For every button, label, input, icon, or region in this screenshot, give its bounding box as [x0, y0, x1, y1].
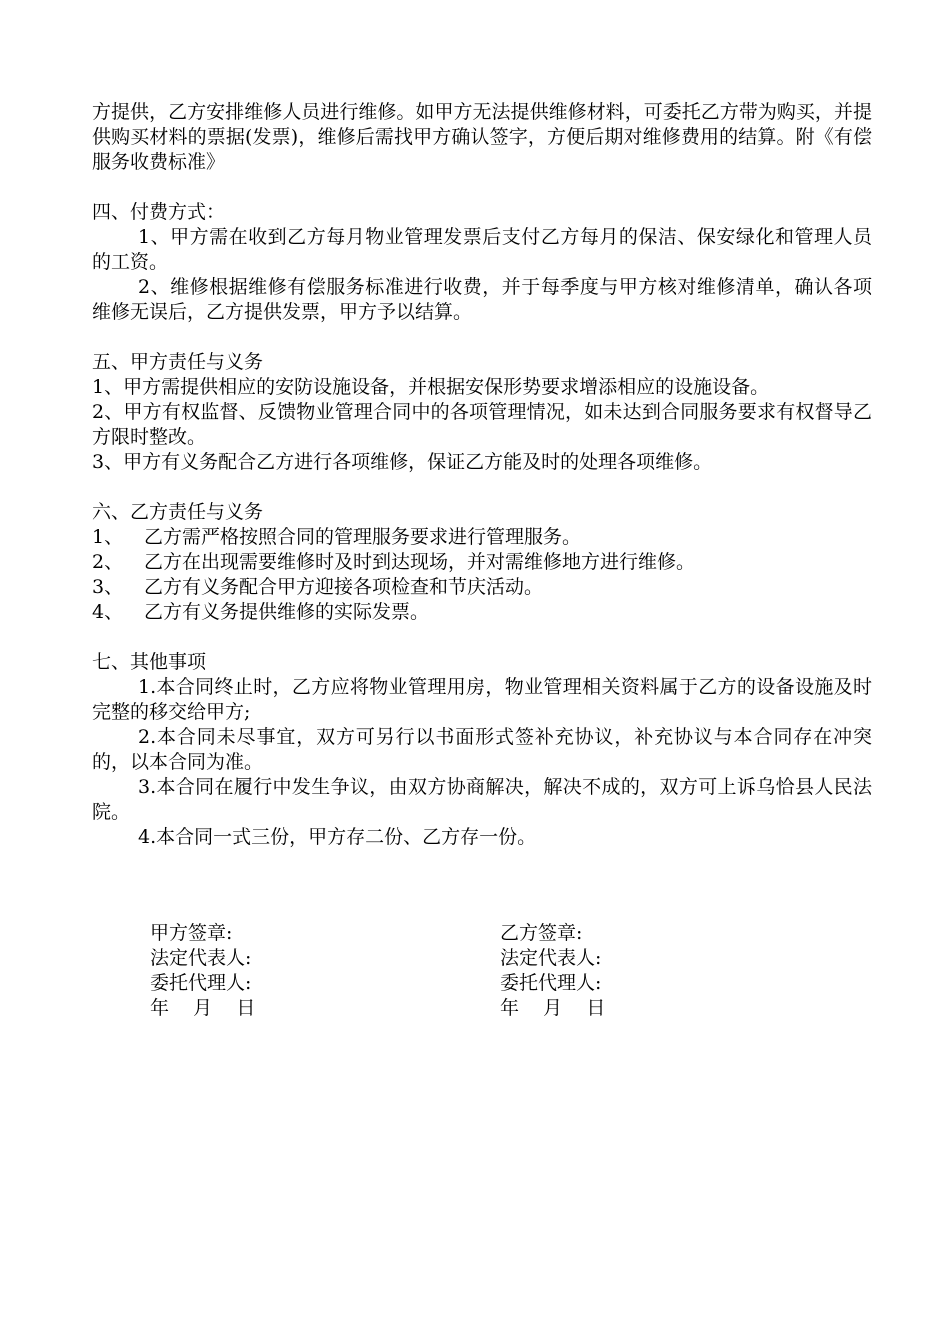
- payment-item: 2、维修根据维修有偿服务标准进行收费，并于每季度与甲方核对维修清单，确认各项维修无误后，乙方提供发票，甲方予以结算。: [92, 276, 872, 323]
- other-matter-item: 2.本合同未尽事宜，双方可另行以书面形式签补充协议，补充协议与本合同存在冲突的，以本合同为准。: [92, 726, 872, 773]
- item-number: 1、: [92, 526, 124, 548]
- party-a-signature: [150, 921, 500, 1021]
- payment-item: 1、甲方需在收到乙方每月物业管理发票后支付乙方每月的保洁、保安绿化和管理人员的工资。: [92, 226, 872, 273]
- party-a-duty-item: 3、甲方有义务配合乙方进行各项维修，保证乙方能及时的处理各项维修。: [92, 451, 713, 473]
- party-b-duty-item: [92, 600, 872, 625]
- other-matter-item: 3.本合同在履行中发生争议，由双方协商解决，解决不成的，双方可上诉乌恰县人民法院。: [92, 776, 872, 823]
- party-b-seal-label: 乙方签章:: [500, 922, 583, 944]
- item-number: 3、: [92, 576, 124, 598]
- party-a-agent-label: 委托代理人:: [150, 972, 252, 994]
- party-b-rep-label: 法定代表人:: [500, 947, 602, 969]
- section-heading-other-matters: 七、其他事项: [92, 651, 207, 673]
- signature-block: [150, 921, 850, 1021]
- party-a-rep-label: 法定代表人:: [150, 947, 252, 969]
- item-text: 乙方有义务提供维修的实际发票。: [144, 601, 430, 623]
- spacer: [92, 175, 872, 200]
- party-b-agent-label: 委托代理人:: [500, 972, 602, 994]
- spacer: [92, 625, 872, 650]
- party-b-date-label: 年 月 日: [500, 997, 606, 1019]
- section-heading-party-a-duties: 五、甲方责任与义务: [92, 351, 264, 373]
- intro-paragraph: 方提供，乙方安排维修人员进行维修。如甲方无法提供维修材料，可委托乙方带为购买，并提供购买材料的票据(发票)，维修后需找甲方确认签字，方便后期对维修费用的结算。附《有偿服务收费标准》: [92, 101, 872, 173]
- item-number: 4、: [92, 601, 124, 623]
- item-number: 2、: [92, 551, 124, 573]
- item-text: 乙方在出现需要维修时及时到达现场，并对需维修地方进行维修。: [144, 551, 696, 573]
- item-text: 乙方有义务配合甲方迎接各项检查和节庆活动。: [144, 576, 544, 598]
- contract-page: [92, 100, 872, 850]
- party-b-signature: [500, 921, 850, 1021]
- party-b-duty-item: [92, 575, 872, 600]
- spacer: [92, 475, 872, 500]
- party-b-duty-item: [92, 525, 872, 550]
- party-a-seal-label: 甲方签章:: [150, 922, 233, 944]
- party-a-duty-item: 1、甲方需提供相应的安防设施设备，并根据安保形势要求增添相应的设施设备。: [92, 376, 770, 398]
- item-text: 乙方需严格按照合同的管理服务要求进行管理服务。: [144, 526, 582, 548]
- section-heading-party-b-duties: 六、乙方责任与义务: [92, 501, 264, 523]
- party-a-date-label: 年 月 日: [150, 997, 256, 1019]
- spacer: [92, 325, 872, 350]
- section-heading-payment: 四、付费方式：: [92, 201, 226, 223]
- party-b-duty-item: [92, 550, 872, 575]
- other-matter-item: 1.本合同终止时，乙方应将物业管理用房，物业管理相关资料属于乙方的设备设施及时完整的移交给甲方;: [92, 676, 872, 723]
- party-a-duty-item: 2、甲方有权监督、反馈物业管理合同中的各项管理情况，如未达到合同服务要求有权督导乙方限时整改。: [92, 401, 872, 448]
- other-matter-item: 4.本合同一式三份，甲方存二份、乙方存一份。: [138, 826, 537, 848]
